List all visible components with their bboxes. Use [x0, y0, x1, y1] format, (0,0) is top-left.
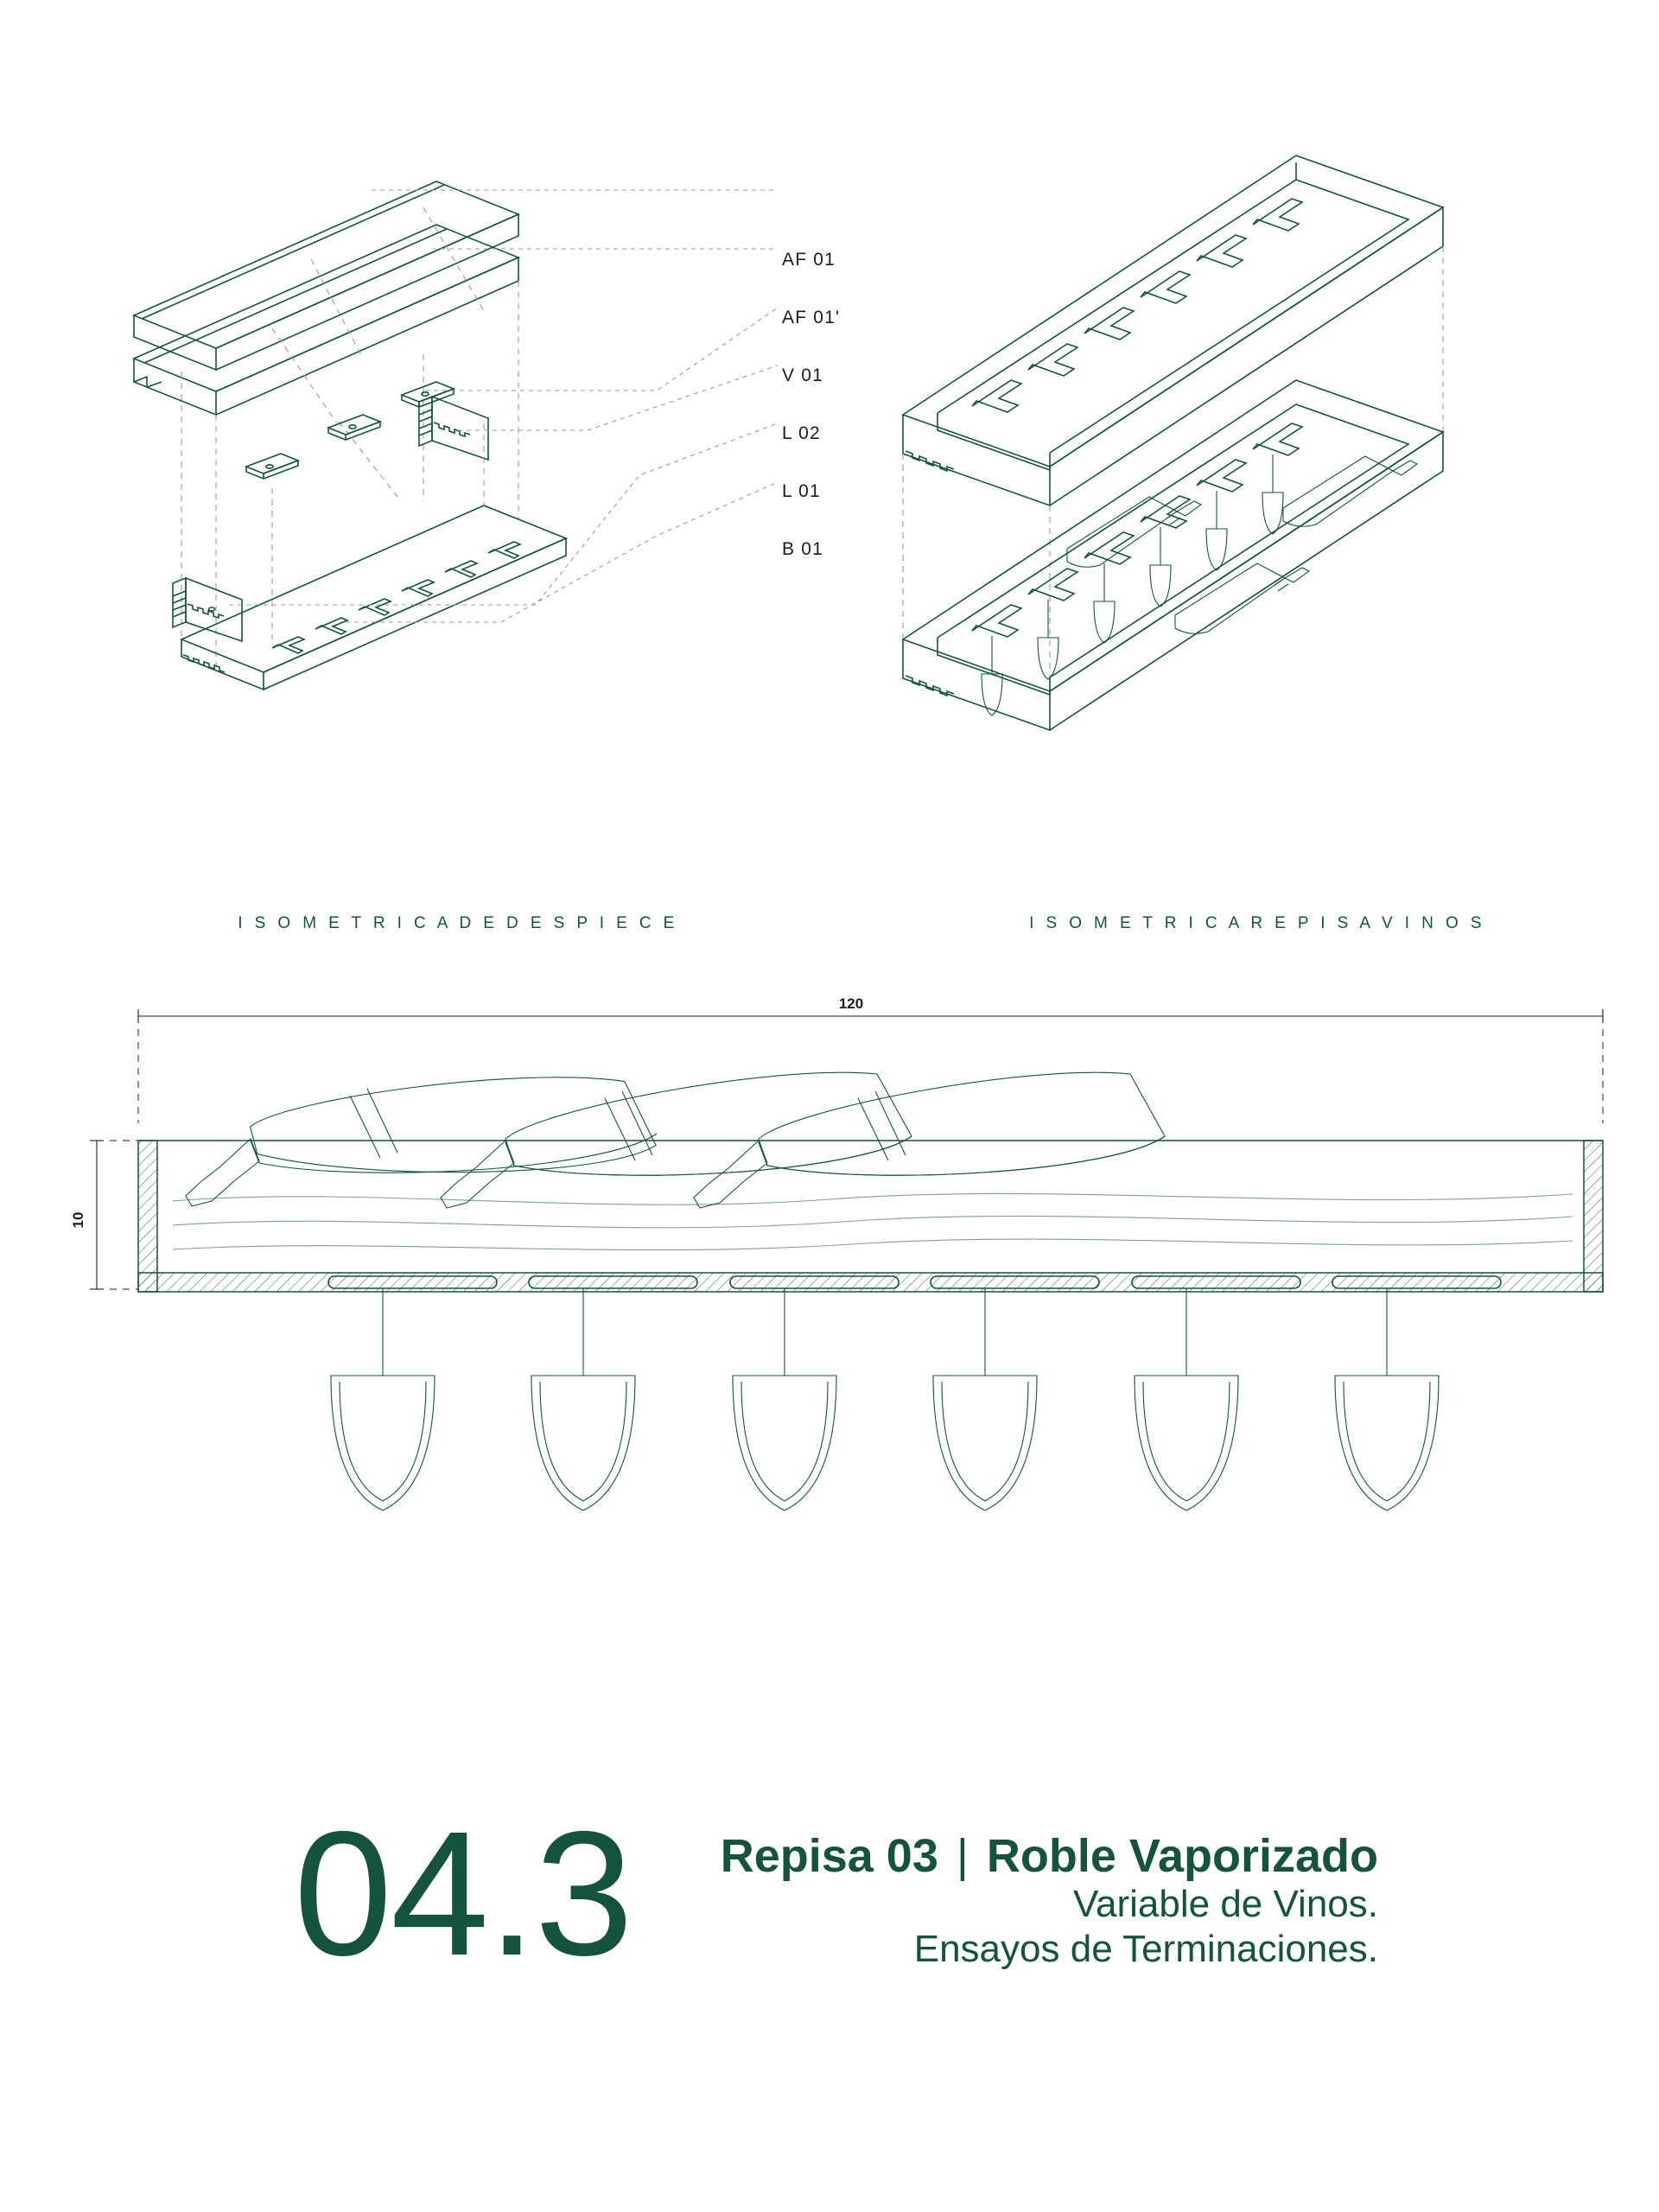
- wine-glass: [1135, 1288, 1238, 1510]
- isometric-exploded-caption: I S O M E T R I C A D E D E S P I E C E: [238, 914, 678, 932]
- title-material: Roble Vaporizado: [986, 1830, 1378, 1882]
- isometric-wine-shelf-view: [890, 156, 1624, 950]
- wine-glass: [733, 1288, 836, 1510]
- wood-grain: [173, 1193, 1573, 1249]
- legend-item-v01: V 01: [782, 365, 823, 385]
- wine-glass: [1335, 1288, 1439, 1510]
- part-v01-plates: [246, 382, 454, 479]
- dimension-width: [138, 995, 1603, 1123]
- part-l02-side: [419, 397, 488, 460]
- title-subtitle-2: Ensayos de Terminaciones.: [913, 1928, 1378, 1971]
- isometric-exploded-view: [52, 156, 864, 950]
- legend-item-af01: AF 01: [782, 250, 836, 270]
- isometric-wine-shelf-drawing: [890, 156, 1624, 899]
- title-separator: |: [956, 1830, 969, 1882]
- shelf-assembly-guides: [903, 246, 1443, 691]
- isometric-wine-shelf-caption: I S O M E T R I C A R E P I S A V I N O S: [1029, 914, 1485, 932]
- title-subtitle-1: Variable de Vinos.: [1072, 1883, 1378, 1926]
- shelf-section-body: [138, 1141, 1603, 1292]
- title-block: [0, 1780, 1659, 2143]
- wine-glass: [933, 1288, 1037, 1510]
- dimension-height-label: 10: [70, 1211, 86, 1229]
- legend-item-af01-prime: AF 01': [782, 308, 841, 327]
- wine-glasses: [331, 1288, 1439, 1510]
- shelf-empty: [903, 156, 1443, 505]
- dimension-height: [70, 1141, 138, 1289]
- section-drawing: [0, 985, 1659, 1849]
- legend-item-l01: L 01: [782, 481, 821, 501]
- bottles: [186, 1060, 1165, 1208]
- shelf-loaded: [903, 380, 1443, 730]
- section-elevation-view: [0, 985, 1659, 1849]
- wine-glass: [331, 1288, 435, 1510]
- legend-item-b01: B 01: [782, 539, 823, 559]
- legend-item-l02: L 02: [782, 423, 821, 443]
- part-af01-prime: [134, 225, 518, 415]
- sheet-number: 04.3: [294, 1795, 632, 1993]
- wine-glass: [531, 1288, 635, 1510]
- isometric-exploded-drawing: [52, 156, 864, 899]
- title-main: Repisa 03: [720, 1830, 938, 1882]
- dimension-width-label: 120: [838, 995, 864, 1012]
- part-b01-bottom: [181, 505, 566, 690]
- title-text-group: [721, 1830, 1378, 1972]
- title-line-main: [721, 1830, 1378, 1882]
- part-l01-side: [173, 578, 242, 641]
- isometric-views-row: [0, 156, 1659, 950]
- legend-leaders: [229, 190, 778, 622]
- assembly-guides: [181, 207, 518, 674]
